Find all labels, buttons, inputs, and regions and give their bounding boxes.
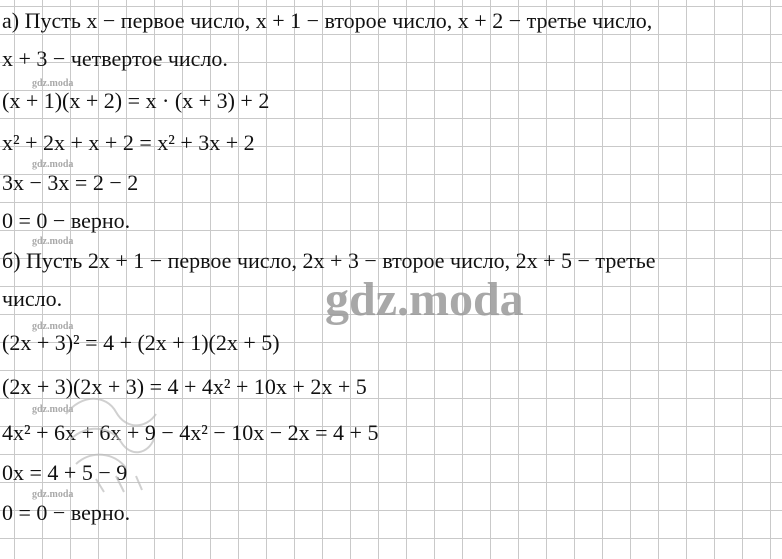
conclusion-line: 0 = 0 − верно.: [2, 500, 131, 525]
watermark-small: gdz.moda: [32, 489, 74, 500]
conclusion-line: 0 = 0 − верно.: [2, 208, 131, 233]
solution-line-b-intro: б) Пусть 2x + 1 − первое число, 2x + 3 − второе число, 2x + 5 − третье: [2, 248, 656, 273]
watermark-large: gdz.moda: [325, 273, 524, 326]
watermark-small: gdz.moda: [32, 404, 74, 415]
equation-line: (x + 1)(x + 2) = x · (x + 3) + 2: [2, 88, 270, 113]
equation-line: 3x − 3x = 2 − 2: [2, 170, 139, 195]
equation-line: (2x + 3)(2x + 3) = 4 + 4x² + 10x + 2x + 5: [2, 374, 367, 399]
solution-line-b-intro-cont: число.: [2, 286, 63, 311]
watermark-small: gdz.moda: [32, 321, 74, 332]
equation-line: (2x + 3)² = 4 + (2x + 1)(2x + 5): [2, 330, 280, 355]
watermark-small: gdz.moda: [32, 78, 74, 89]
solution-line-a-intro: а) Пусть x − первое число, x + 1 − второе число, x + 2 − третье число,: [2, 8, 653, 33]
watermark-small: gdz.moda: [32, 236, 74, 247]
equation-line: 0x = 4 + 5 − 9: [2, 460, 128, 485]
watermark-small: gdz.moda: [32, 159, 74, 170]
equation-line: 4x² + 6x + 6x + 9 − 4x² − 10x − 2x = 4 + 5: [2, 420, 379, 445]
equation-line: x² + 2x + x + 2 = x² + 3x + 2: [2, 130, 255, 155]
solution-line-a-intro-cont: x + 3 − четвертое число.: [2, 46, 228, 71]
